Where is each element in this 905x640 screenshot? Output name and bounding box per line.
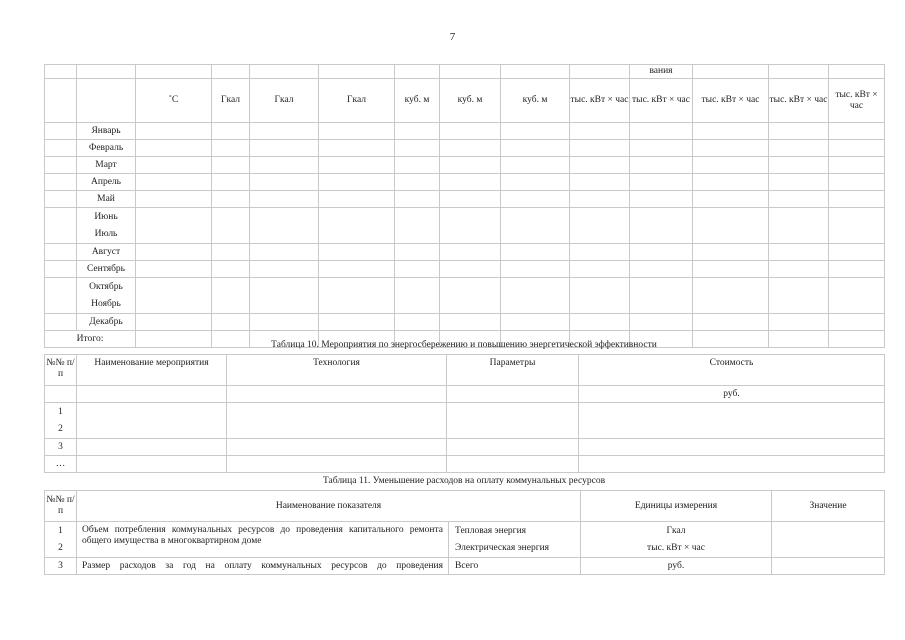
resource-type: Электрическая энергия: [455, 542, 550, 553]
table-row: [45, 191, 885, 208]
unit-cell: тыс. кВт × час: [630, 79, 693, 123]
month-label: Июль: [94, 228, 118, 239]
table-row: [45, 314, 885, 331]
monthly-consumption-table: [44, 64, 885, 348]
month-label: Февраль: [77, 140, 136, 157]
table-row: [45, 522, 885, 558]
row-number: 1: [58, 525, 63, 536]
utility-costs-table: [44, 490, 885, 575]
unit-cell: куб. м: [501, 79, 570, 123]
row-number: 2: [58, 423, 63, 434]
month-label-pair: [77, 208, 136, 244]
row-number: …: [45, 456, 77, 473]
column-header-num: №№ п/п: [45, 491, 77, 522]
row-number-pair: [45, 403, 77, 439]
row-number-pair: [45, 522, 77, 558]
table-row: [45, 278, 885, 314]
indicator-text: Объем потребления коммунальных ресурсов до проведения капитального ремонта общего имущества в многоквартирном доме: [77, 522, 449, 558]
table10-units-row: [45, 386, 885, 403]
unit-cell: куб. м: [440, 79, 501, 123]
cost-unit: руб.: [579, 386, 885, 403]
table-row: [45, 456, 885, 473]
unit-cell: тыс. кВт × час: [769, 79, 829, 123]
unit-value: Гкал: [666, 525, 686, 536]
month-label: Ноябрь: [91, 298, 121, 309]
unit-cell: ˚С: [136, 79, 212, 123]
table-row: [45, 261, 885, 278]
table-row: [45, 208, 885, 244]
column-header-parameters: Параметры: [447, 355, 579, 386]
table-row: [45, 174, 885, 191]
column-header-num: №№ п/п: [45, 355, 77, 386]
unit-cell: Гкал: [250, 79, 319, 123]
unit-value: тыс. кВт × час: [647, 542, 705, 553]
table10-caption: Таблица 10. Мероприятия по энергосбережению и повышению энергетической эффективности: [271, 340, 657, 350]
row-number: 3: [45, 558, 77, 575]
column-header-technology: Технология: [227, 355, 447, 386]
month-label: Август: [77, 244, 136, 261]
column-header-indicator: Наименование показателя: [77, 491, 581, 522]
row-number: 3: [45, 439, 77, 456]
unit-value: руб.: [581, 558, 772, 575]
table11-caption: Таблица 11. Уменьшение расходов на оплату коммунальных ресурсов: [322, 476, 606, 486]
resource-type: Тепловая энергия: [455, 525, 527, 536]
month-label: Декабрь: [77, 314, 136, 331]
table-row: [45, 123, 885, 140]
table11-header-row: [45, 491, 885, 522]
resource-type: Всего: [449, 558, 581, 575]
month-label-pair: [77, 278, 136, 314]
table-row: [45, 403, 885, 439]
unit-cell: тыс. кВт × час: [693, 79, 769, 123]
total-label: Итого:: [45, 331, 136, 348]
unit-pair: [581, 522, 772, 558]
table10-header-row: [45, 355, 885, 386]
month-label: Январь: [77, 123, 136, 140]
resource-types: [449, 522, 581, 558]
table-row: [45, 140, 885, 157]
column-header-measure: Наименование мероприятия: [77, 355, 227, 386]
column-header-unit: Единицы измерения: [581, 491, 772, 522]
unit-cell: тыс. кВт × час: [570, 79, 630, 123]
column-header-value: Значение: [772, 491, 885, 522]
table9-units-row: [45, 79, 885, 123]
table-row: [45, 558, 885, 575]
unit-cell: куб. м: [395, 79, 440, 123]
row-number: 1: [58, 406, 63, 417]
table-row: [45, 157, 885, 174]
row-number: 2: [58, 542, 63, 553]
table9-header-top-row: [45, 65, 885, 79]
unit-cell: тыс. кВт × час: [829, 79, 885, 123]
month-label: Июнь: [94, 211, 118, 222]
month-label: Сентябрь: [77, 261, 136, 278]
month-label: Март: [77, 157, 136, 174]
indicator-text: Размер расходов за год на оплату коммунальных ресурсов до проведения: [77, 558, 449, 575]
column-header-cost: Стоимость: [579, 355, 885, 386]
table9-header-fragment: вания: [630, 65, 693, 79]
month-label: Апрель: [77, 174, 136, 191]
month-label: Май: [77, 191, 136, 208]
page-number: 7: [449, 31, 456, 43]
month-label: Октябрь: [89, 281, 123, 292]
unit-cell: Гкал: [212, 79, 250, 123]
table-row: [45, 439, 885, 456]
energy-saving-measures-table: [44, 354, 885, 473]
table-row: [45, 244, 885, 261]
unit-cell: Гкал: [319, 79, 395, 123]
